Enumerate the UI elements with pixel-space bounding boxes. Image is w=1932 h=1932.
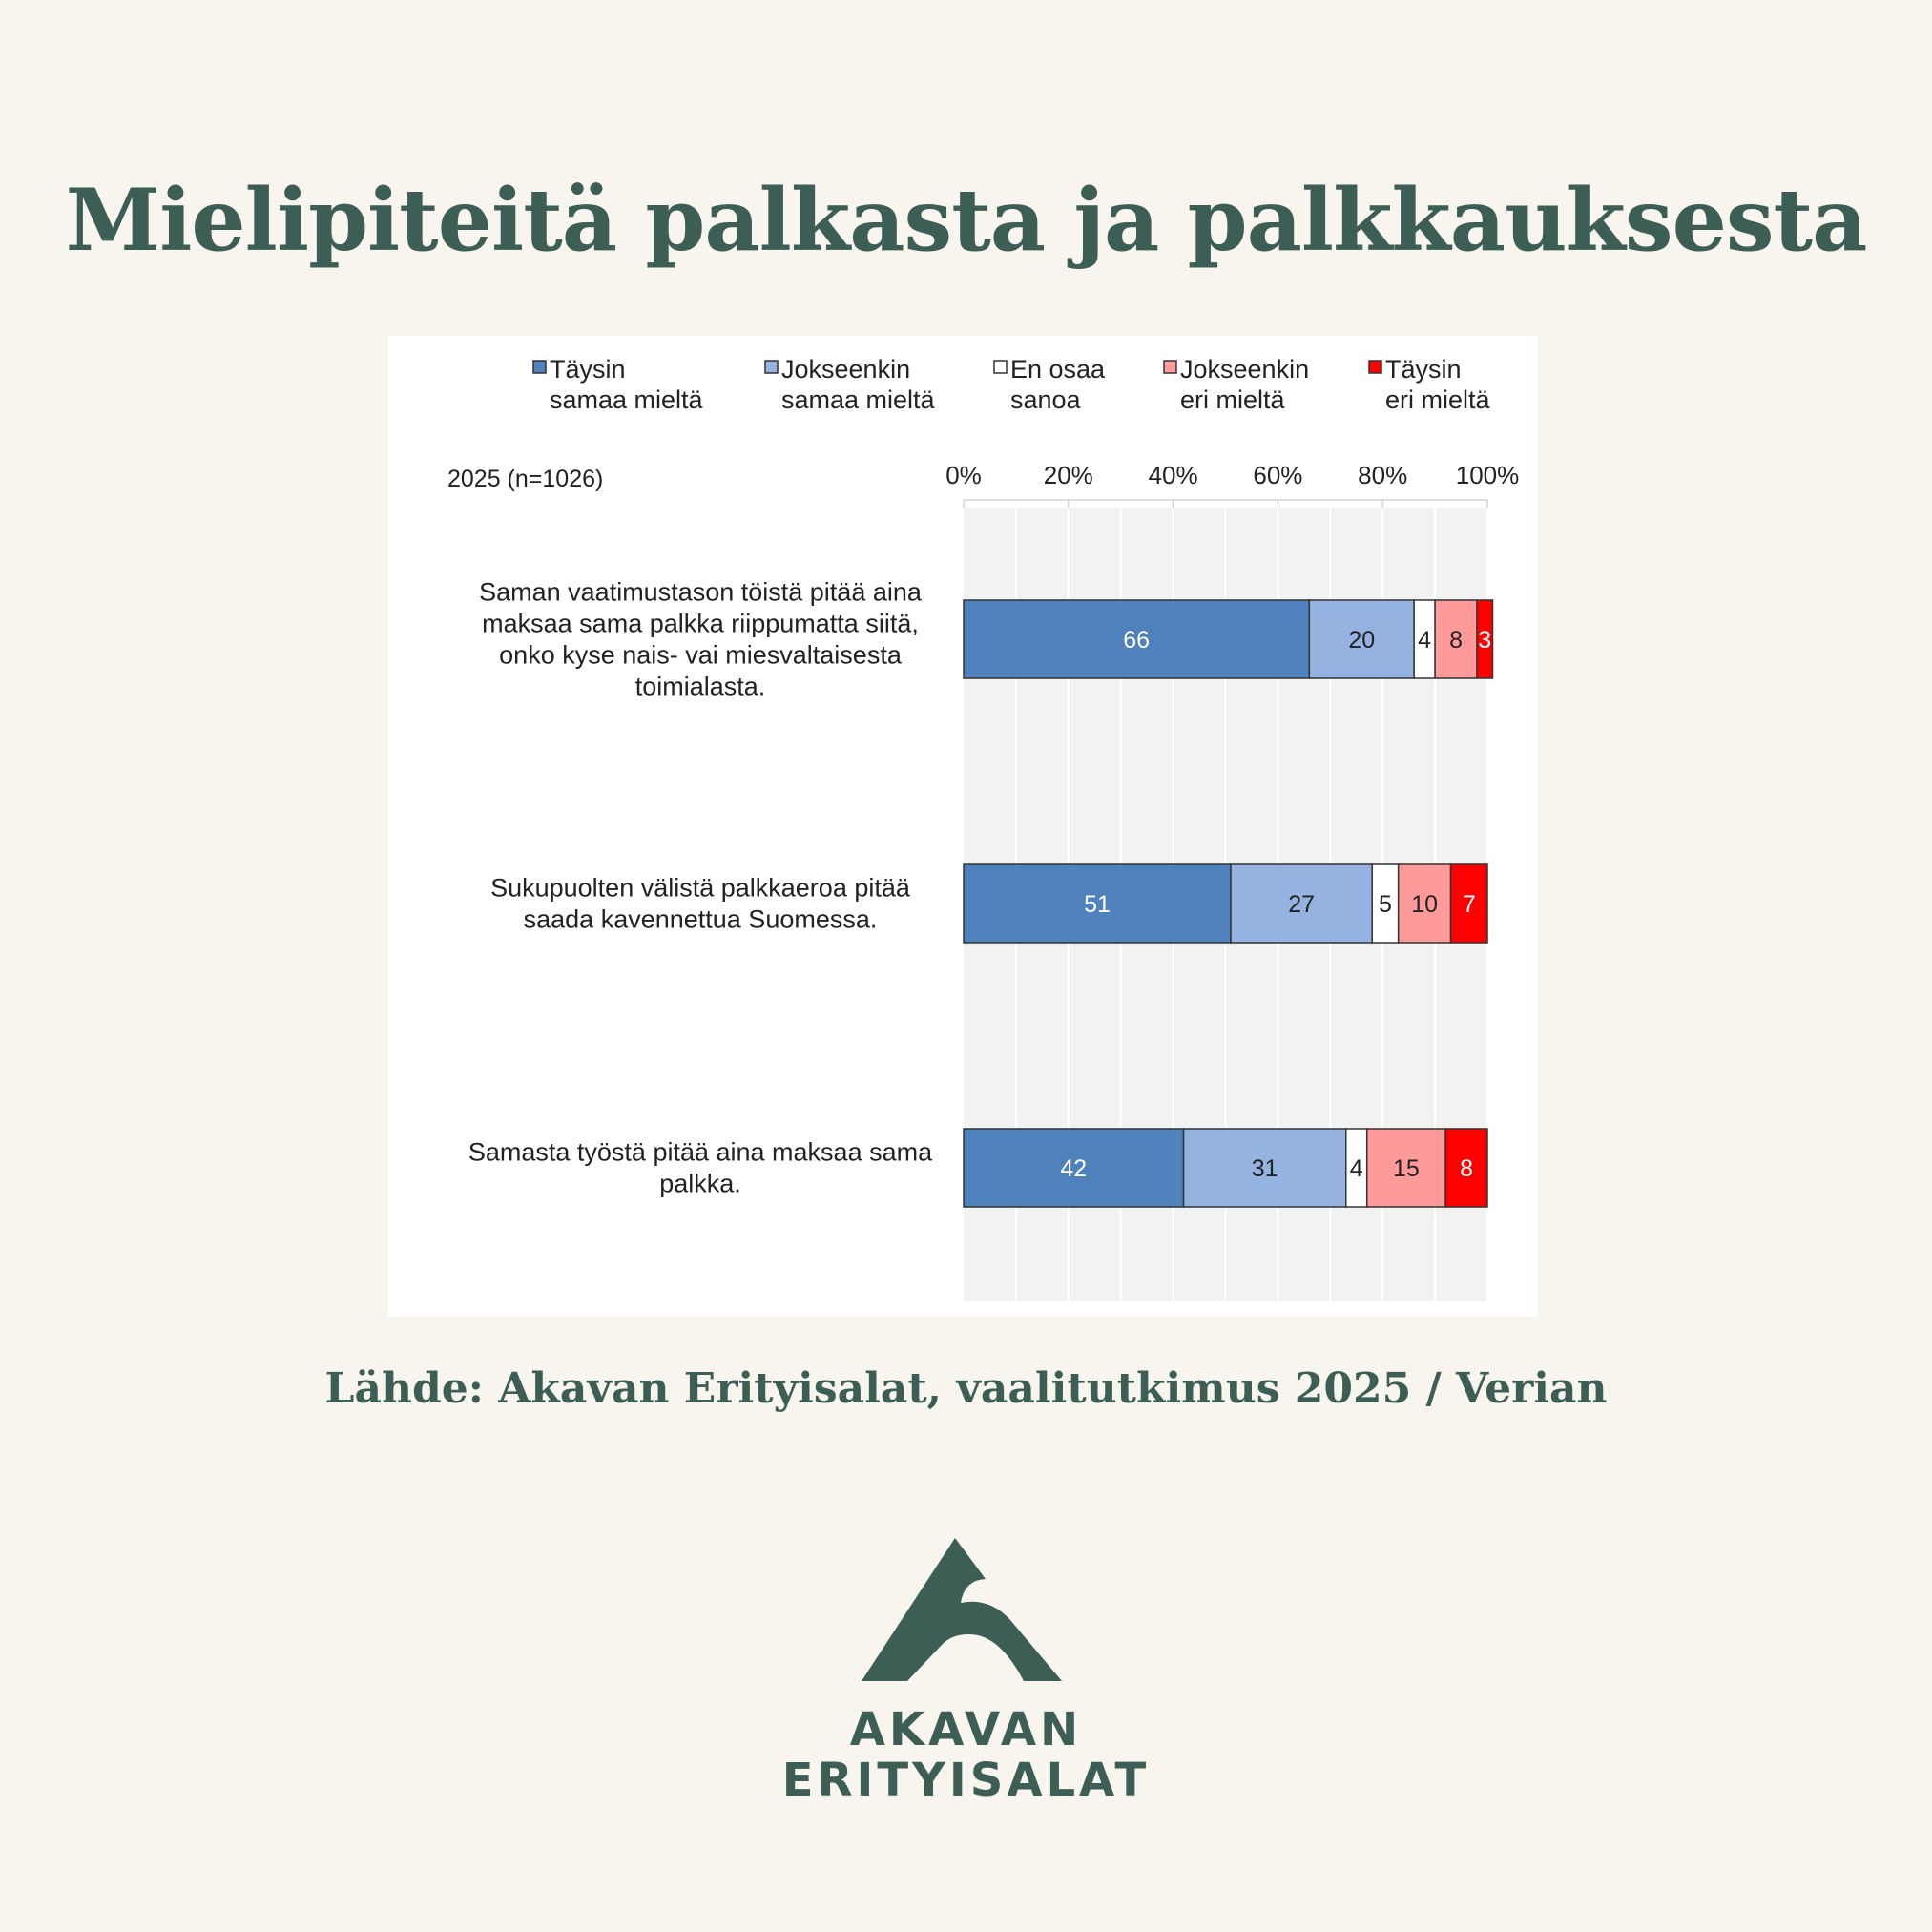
x-tick-label: 60%: [1253, 461, 1303, 489]
source-note: Lähde: Akavan Erityisalat, vaalitutkimus 2025 / Verian: [324, 1364, 1608, 1413]
bar-value-label: 3: [1478, 627, 1492, 654]
bar-value-label: 10: [1411, 891, 1439, 918]
bar-value-label: 42: [1060, 1155, 1088, 1182]
category-label: Saman vaatimustason töistä pitää aina: [479, 577, 922, 607]
bar-value-label: 66: [1123, 627, 1151, 654]
bar-value-label: 4: [1418, 627, 1432, 654]
chart-canvas: [388, 336, 1538, 1317]
x-tick-label: 80%: [1358, 461, 1408, 489]
bar-value-label: 20: [1348, 627, 1376, 654]
x-tick-label: 40%: [1148, 461, 1198, 489]
x-tick-label: 20%: [1043, 461, 1093, 489]
x-tick-label: 0%: [945, 461, 982, 489]
bar-value-label: 8: [1460, 1155, 1473, 1182]
category-label: Sukupuolten välistä palkkaeroa pitää: [490, 873, 910, 903]
legend-label: En osaa: [1010, 355, 1106, 384]
legend-swatch: [1164, 361, 1176, 373]
bar-value-label: 31: [1251, 1155, 1278, 1182]
bar-value-label: 4: [1349, 1155, 1363, 1182]
legend-label: eri mieltä: [1385, 385, 1490, 414]
category-label: maksaa sama palkka riippumatta siitä,: [482, 609, 919, 638]
legend-swatch: [994, 361, 1007, 373]
bar-value-label: 27: [1288, 891, 1316, 918]
legend-label: Jokseenkin: [1180, 355, 1310, 384]
category-label: saada kavennettua Suomessa.: [523, 904, 878, 934]
category-label: palkka.: [659, 1169, 741, 1198]
bar-value-label: 7: [1462, 891, 1476, 918]
legend-label: Jokseenkin: [781, 355, 911, 384]
legend-swatch: [533, 361, 546, 373]
bar-value-label: 5: [1378, 891, 1392, 918]
legend-label: sanoa: [1010, 385, 1081, 414]
bar-value-label: 8: [1449, 627, 1464, 654]
legend-label: samaa mieltä: [781, 385, 935, 414]
stacked-bar-chart: [388, 336, 1538, 1317]
akavan-erityisalat-logo-icon: [862, 1536, 1062, 1681]
logo-text-line1: AKAVAN: [849, 1703, 1083, 1756]
chart-subtitle: 2025 (n=1026): [447, 466, 604, 492]
legend-label: Täysin: [550, 355, 626, 384]
legend-label: Täysin: [1385, 355, 1462, 384]
logo-text-line2: ERITYISALAT: [781, 1754, 1151, 1807]
legend-swatch: [1369, 361, 1381, 373]
category-label: onko kyse nais- vai miesvaltaisesta: [499, 640, 902, 670]
category-label: toimialasta.: [634, 672, 766, 701]
legend-swatch: [765, 361, 778, 373]
bar-value-label: 15: [1392, 1155, 1420, 1182]
legend-label: samaa mieltä: [550, 385, 703, 414]
x-tick-label: 100%: [1455, 461, 1520, 489]
legend-label: eri mieltä: [1180, 385, 1285, 414]
bar-value-label: 51: [1084, 891, 1111, 918]
category-label: Samasta työstä pitää aina maksaa sama: [467, 1137, 933, 1167]
page-title: Mielipiteitä palkasta ja palkkauksesta: [65, 170, 1867, 271]
